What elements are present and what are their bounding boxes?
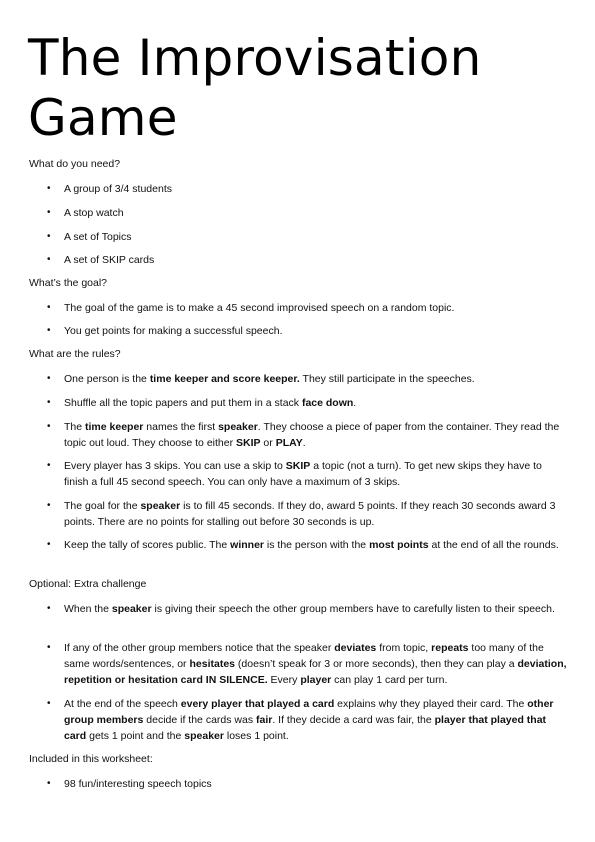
list-item: • At the end of the speech every player that played a card explains why they played their card. The other group members decide if the cards was fair. If they decide a card was fair, the player that played that card gets 1 point and the speaker loses 1 point. xyxy=(47,698,554,742)
bullet: • xyxy=(47,460,51,471)
optional-heading: Optional: Extra challenge xyxy=(29,578,147,590)
bullet: • xyxy=(47,500,51,511)
bullet: • xyxy=(47,642,51,653)
list-item: • One person is the time keeper and score keeper. They still participate in the speeches. xyxy=(47,373,475,385)
bullet: • xyxy=(47,302,51,313)
list-item: • When the speaker is giving their speech the other group members have to carefully listen to their speech. xyxy=(47,603,555,615)
list-item: • 98 fun/interesting speech topics xyxy=(47,778,212,790)
list-item: • Keep the tally of scores public. The winner is the person with the most points at the end of all the rounds. xyxy=(47,539,559,551)
bullet: • xyxy=(47,778,51,789)
included-heading: Included in this worksheet: xyxy=(29,753,153,765)
title-line-2: Game xyxy=(28,89,178,147)
bullet: • xyxy=(47,373,51,384)
list-item: • A set of SKIP cards xyxy=(47,254,155,266)
list-item: • If any of the other group members notice that the speaker deviates from topic, repeats too many of the same words/sentences, or hesitates (doesn’t speak for 3 or more seconds), then they can play a deviation, repetition or hesitation card IN SILENCE. Every player can play 1 card per turn. xyxy=(47,642,567,686)
list-item: • You get points for making a successful speech. xyxy=(47,325,283,337)
rules-heading: What are the rules? xyxy=(29,348,121,360)
list-item: • A stop watch xyxy=(47,207,124,219)
list-item: • The goal of the game is to make a 45 second improvised speech on a random topic. xyxy=(47,302,455,314)
list-item: • A set of Topics xyxy=(47,231,132,243)
bullet: • xyxy=(47,539,51,550)
list-item: • The time keeper names the first speaker. They choose a piece of paper from the container. They read the topic out loud. They choose to either SKIP or PLAY. xyxy=(47,421,560,449)
title-line-1: The Improvisation xyxy=(28,29,482,87)
bullet: • xyxy=(47,254,51,265)
list-item: • Every player has 3 skips. You can use a skip to SKIP a topic (not a turn). To get new skips they have to finish a full 45 second speech. You can only have a maximum of 3 skips. xyxy=(47,460,542,488)
list-item: • A group of 3/4 students xyxy=(47,183,172,195)
bullet: • xyxy=(47,325,51,336)
list-item: • Shuffle all the topic papers and put them in a stack face down. xyxy=(47,397,357,409)
goal-heading: What’s the goal? xyxy=(29,277,108,289)
bullet: • xyxy=(47,603,51,614)
bullet: • xyxy=(47,421,51,432)
bullet: • xyxy=(47,698,51,709)
bullet: • xyxy=(47,183,51,194)
page-title xyxy=(28,28,481,148)
bullet: • xyxy=(47,231,51,242)
list-item: • The goal for the speaker is to fill 45 seconds. If they do, award 5 points. If they reach 30 seconds award 3 points. There are no points for stalling out before 30 seconds is up. xyxy=(47,500,556,528)
bullet: • xyxy=(47,397,51,408)
bullet: • xyxy=(47,207,51,218)
needs-heading: What do you need? xyxy=(29,158,121,170)
